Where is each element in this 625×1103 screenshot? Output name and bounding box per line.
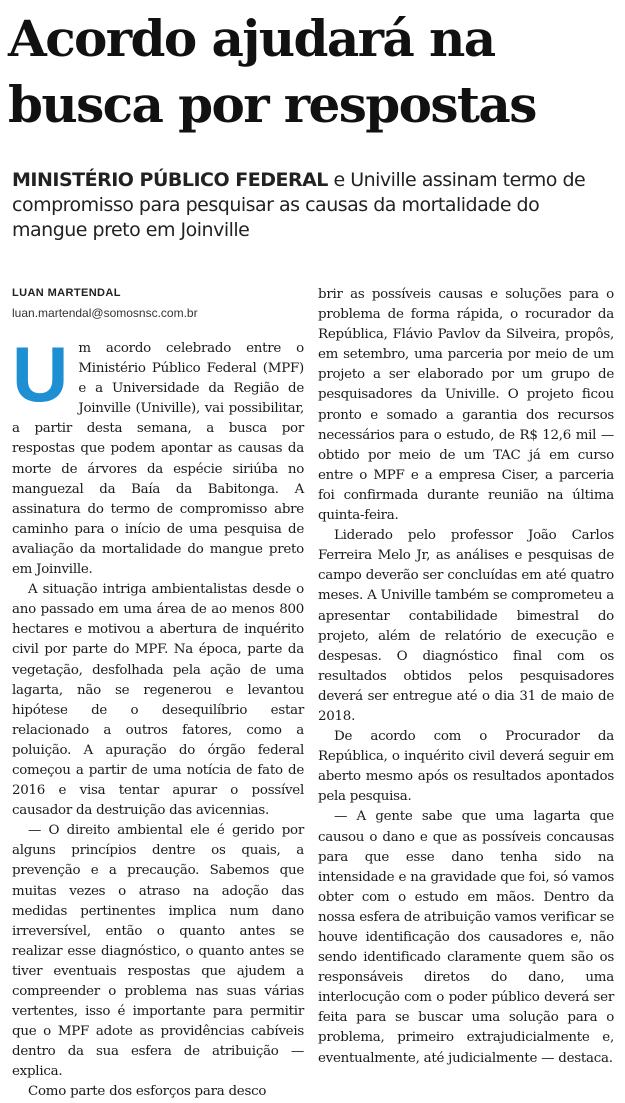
- article-column-1: [12, 330, 304, 1103]
- drop-cap: U: [12, 330, 69, 418]
- article-paragraph-2: A situação intriga ambientalistas desde o ano passado em uma área de ao menos 800 hectares e motivou a abertura de inquérito civil por parte do MPF. Na época, parte da vegetação, desfolhada pela ação de uma lagarta, não se regenerou e levantou hipótese de o desequilíbrio estar relacionado a outros fatores, como a poluição. A apuração do órgão federal começou a partir de uma notícia de fato de 2016 e visa tentar apurar o possível causador da destruição das avicennias.: [12, 582, 304, 819]
- article-paragraph-3: — O direito ambiental ele é gerido por alguns princípios dentre os quais, a prevenção e a precaução. Sabemos que muitas vezes o atraso na adoção das medidas pertinentes implica num dano irreversível, então o quanto antes se realizar esse diagnóstico, o quanto antes se tiver eventuais respostas que ajudem a compreender o problema nas suas várias vertentes, isso é importante para permitir que o MPF adote as providências cabíveis dentro da sua esfera de atribuição — explica.: [12, 823, 304, 1080]
- subheadline-text: e Univille assinam termo de compromisso para pesquisar as causas da mortalidade do mangue preto em Joinville: [12, 169, 586, 241]
- subheadline: [12, 168, 618, 243]
- headline: Acordo ajudará na busca por respostas: [8, 9, 536, 134]
- article-column-2: [318, 285, 614, 1069]
- byline-author: LUAN MARTENDAL: [12, 287, 121, 299]
- article-paragraph-1: [12, 330, 304, 580]
- paragraph-1-text: m acordo celebrado entre o Ministério Público Federal (MPF) e a Universidade da Região de Joinville (Univille), vai possibilitar, a partir desta semana, a busca por respostas que podem apontar as causas da morte de árvores da espécie siriúba no manguezal da Baía da Babitonga. A assinatura do termo de compromisso abre caminho para o início de uma pesquisa de avaliação da mortalidade do mangue preto em Joinville.: [12, 341, 304, 578]
- article-paragraph-5: Liderado pelo professor João Carlos Ferreira Melo Jr, as análises e pesquisas de campo deverão ser concluídas em até quatro meses. A Univille também se comprometeu a apresentar contabilidade bimestral do projeto, além de relatório de execução e despesas. O diagnóstico final com os resultados obtidos pelos pesquisadores deverá ser entregue até o dia 31 de maio de 2018.: [318, 528, 614, 724]
- article-paragraph-6: De acordo com o Procurador da República, o inquérito civil deverá seguir em aberto mesmo após os resultados apontados pela pesquisa.: [318, 729, 614, 805]
- byline-email: luan.martendal@somosnsc.com.br: [12, 306, 198, 320]
- subheadline-lead: MINISTÉRIO PÚBLICO FEDERAL: [12, 169, 328, 191]
- article-paragraph-4-end: brir as possíveis causas e soluções para o problema de forma rápida, o rocurador da República, Flávio Pavlov da Silveira, propôs, em setembro, uma parceria por meio de um projeto a ser elaborado por um grupo de pesquisadores da Univille. O projeto ficou pronto e somado a garantia dos recursos necessários para o estudo, de R$ 12,6 mil — obtido por meio de um TAC já em curso entre o MPF e a empresa Ciser, a parceria foi confirmada durante reunião na última quinta-feira.: [318, 287, 614, 524]
- article-paragraph-4-start: Como parte dos esforços para desco: [28, 1084, 267, 1100]
- article-paragraph-7: — A gente sabe que uma lagarta que causou o dano e que as possíveis concausas para que esse dano tenha sido na intensidade e na gravidade que foi, só vamos obter com o estudo em mãos. Dentro da nossa esfera de atribuição vamos verificar se houve identificação dos causadores e, não sendo identificado claramente quem são os responsáveis diretos do dano, uma interlocução com o poder público deverá ser feita para se buscar uma solução para o problema, primeiro extrajudicialmente e, eventualmente, até judicialmente — destaca.: [318, 809, 614, 1066]
